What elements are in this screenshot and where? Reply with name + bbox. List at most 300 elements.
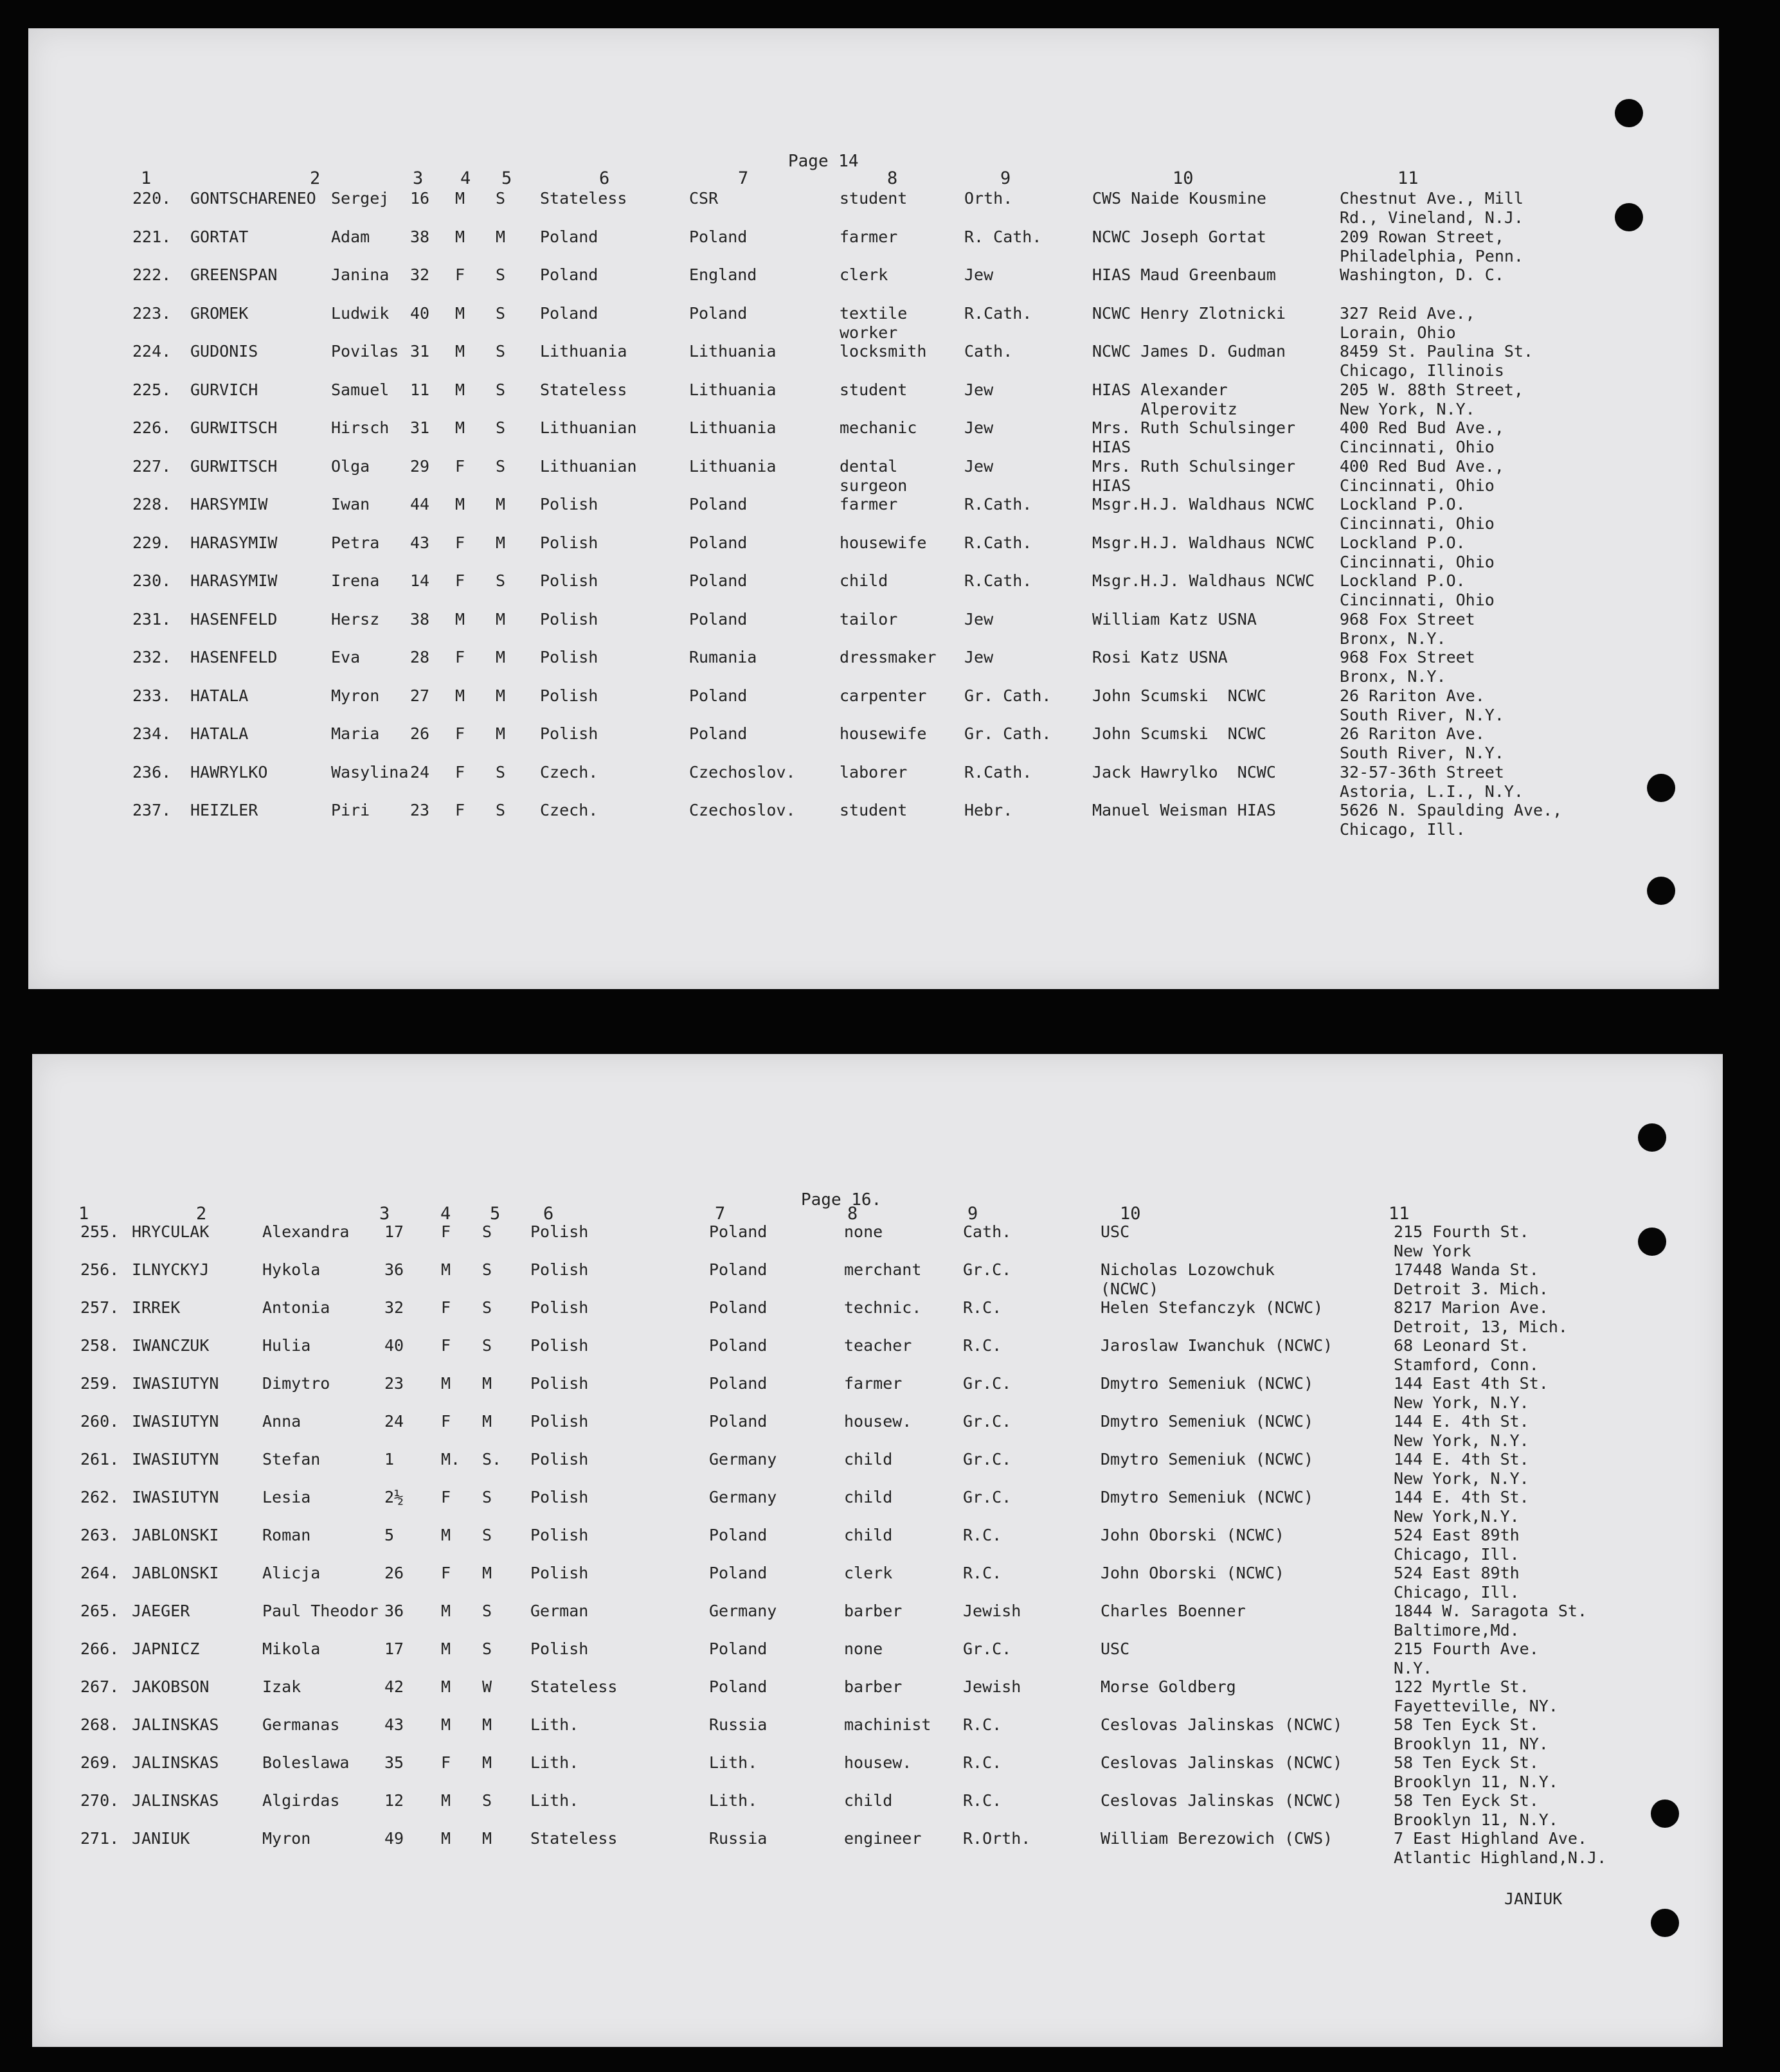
religion-cell: Jew bbox=[964, 648, 994, 666]
occupation-cell: locksmith bbox=[840, 342, 927, 361]
surname-cell: GROMEK bbox=[190, 303, 249, 323]
address-cell: 215 Fourth Ave. N.Y. bbox=[1394, 1639, 1539, 1677]
nationality-cell: Polish bbox=[530, 1639, 589, 1658]
sponsor-cell: Mrs. Ruth Schulsinger HIAS bbox=[1092, 456, 1296, 495]
surname-cell: IWASIUTYN bbox=[132, 1450, 219, 1469]
punch-hole bbox=[1647, 774, 1675, 802]
age-cell: 16 bbox=[410, 189, 430, 208]
country-cell: Rumania bbox=[689, 648, 757, 666]
given-name-cell: Piri bbox=[331, 801, 370, 819]
marital-status-cell: S. bbox=[482, 1450, 502, 1469]
sex-cell: M bbox=[441, 1829, 451, 1848]
occupation-cell: machinist bbox=[844, 1715, 931, 1734]
row-number-cell: 228. bbox=[132, 495, 172, 514]
given-name-cell: Hersz bbox=[331, 609, 380, 629]
nationality-cell: Polish bbox=[530, 1222, 589, 1241]
occupation-cell: technic. bbox=[844, 1298, 922, 1317]
address-cell: 7 East Highland Ave. Atlantic Highland,N.J. bbox=[1394, 1829, 1607, 1867]
column-number: 3 bbox=[379, 1204, 390, 1224]
nationality-cell: Polish bbox=[540, 571, 598, 590]
age-cell: 27 bbox=[410, 686, 430, 705]
sponsor-cell: CWS Naide Kousmine bbox=[1092, 189, 1266, 208]
nationality-cell: Polish bbox=[540, 533, 598, 552]
marital-status-cell: S bbox=[482, 1488, 492, 1506]
given-name-cell: Olga bbox=[331, 456, 370, 476]
given-name-cell: Hulia bbox=[262, 1336, 311, 1355]
religion-cell: Gr. Cath. bbox=[964, 724, 1052, 743]
sex-cell: F bbox=[441, 1298, 451, 1317]
surname-cell: HATALA bbox=[190, 724, 249, 743]
row-number-cell: 227. bbox=[132, 456, 172, 476]
nationality-cell: Polish bbox=[530, 1450, 589, 1469]
column-number: 5 bbox=[501, 168, 512, 188]
surname-cell: HARSYMIW bbox=[190, 495, 268, 514]
country-cell: Lithuania bbox=[689, 342, 777, 361]
sex-cell: M bbox=[455, 418, 465, 437]
country-cell: Poland bbox=[709, 1336, 768, 1355]
page-16-sheet bbox=[32, 1054, 1723, 2047]
given-name-cell: Iwan bbox=[331, 495, 370, 514]
occupation-cell: farmer bbox=[844, 1374, 903, 1393]
address-cell: 144 E. 4th St. New York,N.Y. bbox=[1394, 1488, 1529, 1526]
religion-cell: Jew bbox=[964, 418, 994, 437]
row-number-cell: 234. bbox=[132, 724, 172, 743]
given-name-cell: Wasylina bbox=[331, 762, 409, 781]
row-number-cell: 269. bbox=[80, 1753, 120, 1772]
marital-status-cell: S bbox=[482, 1336, 492, 1355]
given-name-cell: Boleslawa bbox=[262, 1753, 350, 1772]
religion-cell: Gr.C. bbox=[963, 1488, 1012, 1506]
sponsor-cell: William Berezowich (CWS) bbox=[1101, 1829, 1333, 1848]
given-name-cell: Izak bbox=[262, 1677, 301, 1696]
address-cell: 58 Ten Eyck St. Brooklyn 11, N.Y. bbox=[1394, 1753, 1558, 1791]
country-cell: Poland bbox=[709, 1260, 768, 1279]
religion-cell: Jew bbox=[964, 456, 994, 476]
column-number: 11 bbox=[1398, 168, 1419, 188]
country-cell: Lithuania bbox=[689, 456, 777, 476]
sponsor-cell: HIAS Maud Greenbaum bbox=[1092, 265, 1276, 284]
age-cell: 24 bbox=[384, 1412, 404, 1431]
given-name-cell: Algirdas bbox=[262, 1791, 340, 1810]
address-cell: 144 E. 4th St. New York, N.Y. bbox=[1394, 1450, 1529, 1488]
address-cell: 215 Fourth St. New York bbox=[1394, 1222, 1529, 1260]
surname-cell: HAWRYLKO bbox=[190, 762, 268, 781]
column-number: 1 bbox=[141, 168, 152, 188]
nationality-cell: Lith. bbox=[530, 1791, 579, 1810]
sex-cell: F bbox=[455, 533, 465, 552]
country-cell: Russia bbox=[709, 1715, 768, 1734]
given-name-cell: Eva bbox=[331, 648, 361, 666]
sponsor-cell: Ceslovas Jalinskas (NCWC) bbox=[1101, 1791, 1343, 1810]
occupation-cell: clerk bbox=[844, 1564, 893, 1582]
age-cell: 44 bbox=[410, 495, 430, 514]
footer-name: JANIUK bbox=[1504, 1889, 1563, 1908]
sex-cell: M bbox=[441, 1260, 451, 1279]
punch-hole bbox=[1651, 1909, 1679, 1937]
nationality-cell: Poland bbox=[540, 265, 598, 284]
surname-cell: IRREK bbox=[132, 1298, 181, 1317]
marital-status-cell: M bbox=[496, 648, 506, 666]
sex-cell: M bbox=[455, 609, 465, 629]
nationality-cell: Stateless bbox=[540, 189, 627, 208]
sex-cell: M. bbox=[441, 1450, 461, 1469]
marital-status-cell: S bbox=[496, 189, 506, 208]
marital-status-cell: M bbox=[496, 227, 506, 246]
row-number-cell: 263. bbox=[80, 1526, 120, 1544]
nationality-cell: Lith. bbox=[530, 1715, 579, 1734]
surname-cell: JABLONSKI bbox=[132, 1564, 219, 1582]
religion-cell: Jew bbox=[964, 265, 994, 284]
row-number-cell: 226. bbox=[132, 418, 172, 437]
row-number-cell: 271. bbox=[80, 1829, 120, 1848]
age-cell: 32 bbox=[384, 1298, 404, 1317]
age-cell: 43 bbox=[384, 1715, 404, 1734]
country-cell: Poland bbox=[709, 1298, 768, 1317]
occupation-cell: carpenter bbox=[840, 686, 927, 705]
country-cell: Lith. bbox=[709, 1791, 758, 1810]
marital-status-cell: S bbox=[496, 342, 506, 361]
occupation-cell: child bbox=[840, 571, 888, 590]
given-name-cell: Paul Theodor bbox=[262, 1602, 379, 1620]
surname-cell: JABLONSKI bbox=[132, 1526, 219, 1544]
given-name-cell: Lesia bbox=[262, 1488, 311, 1506]
row-number-cell: 223. bbox=[132, 303, 172, 323]
sex-cell: F bbox=[455, 762, 465, 781]
religion-cell: Gr.C. bbox=[963, 1374, 1012, 1393]
sponsor-cell: NCWC Henry Zlotnicki bbox=[1092, 303, 1286, 323]
sex-cell: M bbox=[441, 1677, 451, 1696]
surname-cell: HASENFELD bbox=[190, 609, 278, 629]
sex-cell: F bbox=[441, 1564, 451, 1582]
column-number: 5 bbox=[490, 1204, 501, 1224]
column-number: 2 bbox=[310, 168, 321, 188]
marital-status-cell: S bbox=[482, 1526, 492, 1544]
surname-cell: JAKOBSON bbox=[132, 1677, 210, 1696]
marital-status-cell: S bbox=[496, 303, 506, 323]
nationality-cell: Polish bbox=[530, 1260, 589, 1279]
row-number-cell: 266. bbox=[80, 1639, 120, 1658]
sponsor-cell: John Scumski NCWC bbox=[1092, 686, 1266, 705]
sponsor-cell: Morse Goldberg bbox=[1101, 1677, 1236, 1696]
surname-cell: IWANCZUK bbox=[132, 1336, 210, 1355]
surname-cell: GURWITSCH bbox=[190, 456, 278, 476]
age-cell: 11 bbox=[410, 380, 430, 399]
religion-cell: Jew bbox=[964, 380, 994, 399]
surname-cell: ILNYCKYJ bbox=[132, 1260, 210, 1279]
country-cell: Lithuania bbox=[689, 380, 777, 399]
marital-status-cell: S bbox=[496, 380, 506, 399]
address-cell: Lockland P.O. Cincinnati, Ohio bbox=[1340, 533, 1495, 571]
address-cell: 968 Fox Street Bronx, N.Y. bbox=[1340, 609, 1475, 648]
address-cell: 524 East 89th Chicago, Ill. bbox=[1394, 1526, 1520, 1564]
sex-cell: M bbox=[455, 189, 465, 208]
address-cell: 1844 W. Saragota St. Baltimore,Md. bbox=[1394, 1602, 1588, 1639]
country-cell: Poland bbox=[689, 686, 748, 705]
given-name-cell: Mikola bbox=[262, 1639, 321, 1658]
occupation-cell: student bbox=[840, 380, 908, 399]
age-cell: 49 bbox=[384, 1829, 404, 1848]
sponsor-cell: Ceslovas Jalinskas (NCWC) bbox=[1101, 1715, 1343, 1734]
age-cell: 40 bbox=[384, 1336, 404, 1355]
column-number: 8 bbox=[847, 1204, 858, 1224]
sex-cell: M bbox=[455, 495, 465, 514]
row-number-cell: 233. bbox=[132, 686, 172, 705]
surname-cell: GURVICH bbox=[190, 380, 258, 399]
given-name-cell: Alicja bbox=[262, 1564, 321, 1582]
religion-cell: R.Cath. bbox=[964, 762, 1032, 781]
given-name-cell: Myron bbox=[262, 1829, 311, 1848]
given-name-cell: Samuel bbox=[331, 380, 390, 399]
sponsor-cell: HIAS Alexander Alperovitz bbox=[1092, 380, 1237, 418]
sponsor-cell: Manuel Weisman HIAS bbox=[1092, 801, 1276, 819]
sponsor-cell: John Scumski NCWC bbox=[1092, 724, 1266, 743]
row-number-cell: 229. bbox=[132, 533, 172, 552]
row-number-cell: 230. bbox=[132, 571, 172, 590]
nationality-cell: Czech. bbox=[540, 762, 598, 781]
occupation-cell: housewife bbox=[840, 533, 927, 552]
given-name-cell: Myron bbox=[331, 686, 380, 705]
religion-cell: R.Cath. bbox=[964, 495, 1032, 514]
age-cell: 29 bbox=[410, 456, 430, 476]
column-number: 7 bbox=[715, 1204, 726, 1224]
surname-cell: JALINSKAS bbox=[132, 1791, 219, 1810]
marital-status-cell: S bbox=[482, 1298, 492, 1317]
address-cell: 17448 Wanda St. Detroit 3. Mich. bbox=[1394, 1260, 1549, 1298]
religion-cell: Jewish bbox=[963, 1602, 1021, 1620]
surname-cell: JALINSKAS bbox=[132, 1753, 219, 1772]
occupation-cell: dental surgeon bbox=[840, 456, 908, 495]
age-cell: 1 bbox=[384, 1450, 395, 1469]
row-number-cell: 255. bbox=[80, 1222, 120, 1241]
nationality-cell: Polish bbox=[540, 609, 598, 629]
address-cell: 58 Ten Eyck St. Brooklyn 11, N.Y. bbox=[1394, 1791, 1558, 1829]
age-cell: 40 bbox=[410, 303, 430, 323]
surname-cell: HATALA bbox=[190, 686, 249, 705]
religion-cell: R.C. bbox=[963, 1791, 1002, 1810]
country-cell: Poland bbox=[689, 609, 748, 629]
religion-cell: R.Cath. bbox=[964, 571, 1032, 590]
religion-cell: R.C. bbox=[963, 1715, 1002, 1734]
sex-cell: F bbox=[455, 648, 465, 666]
address-cell: 8217 Marion Ave. Detroit, 13, Mich. bbox=[1394, 1298, 1568, 1336]
country-cell: CSR bbox=[689, 189, 719, 208]
column-number: 6 bbox=[543, 1204, 554, 1224]
religion-cell: Hebr. bbox=[964, 801, 1013, 819]
religion-cell: R.C. bbox=[963, 1336, 1002, 1355]
sponsor-cell: Ceslovas Jalinskas (NCWC) bbox=[1101, 1753, 1343, 1772]
surname-cell: IWASIUTYN bbox=[132, 1374, 219, 1393]
sponsor-cell: Rosi Katz USNA bbox=[1092, 648, 1228, 666]
occupation-cell: farmer bbox=[840, 227, 898, 246]
sponsor-cell: Dmytro Semeniuk (NCWC) bbox=[1101, 1374, 1314, 1393]
given-name-cell: Dimytro bbox=[262, 1374, 330, 1393]
marital-status-cell: M bbox=[482, 1753, 492, 1772]
sex-cell: M bbox=[441, 1791, 451, 1810]
row-number-cell: 262. bbox=[80, 1488, 120, 1506]
nationality-cell: Lithuanian bbox=[540, 456, 637, 476]
religion-cell: R.Orth. bbox=[963, 1829, 1031, 1848]
given-name-cell: Antonia bbox=[262, 1298, 330, 1317]
marital-status-cell: M bbox=[482, 1715, 492, 1734]
nationality-cell: Polish bbox=[530, 1412, 589, 1431]
age-cell: 5 bbox=[384, 1526, 395, 1544]
occupation-cell: none bbox=[844, 1222, 883, 1241]
sex-cell: F bbox=[441, 1488, 451, 1506]
nationality-cell: Polish bbox=[540, 724, 598, 743]
age-cell: 42 bbox=[384, 1677, 404, 1696]
row-number-cell: 257. bbox=[80, 1298, 120, 1317]
nationality-cell: Polish bbox=[530, 1336, 589, 1355]
given-name-cell: Ludwik bbox=[331, 303, 390, 323]
column-number: 4 bbox=[440, 1204, 451, 1224]
address-cell: Lockland P.O. Cincinnati, Ohio bbox=[1340, 495, 1495, 533]
religion-cell: Cath. bbox=[963, 1222, 1012, 1241]
country-cell: Poland bbox=[709, 1412, 768, 1431]
nationality-cell: Poland bbox=[540, 227, 598, 246]
page-label: Page 14 bbox=[788, 152, 859, 171]
occupation-cell: child bbox=[844, 1450, 893, 1469]
age-cell: 26 bbox=[384, 1564, 404, 1582]
religion-cell: Jewish bbox=[963, 1677, 1021, 1696]
sex-cell: F bbox=[441, 1222, 451, 1241]
age-cell: 17 bbox=[384, 1639, 404, 1658]
row-number-cell: 264. bbox=[80, 1564, 120, 1582]
punch-hole bbox=[1651, 1800, 1679, 1828]
punch-hole bbox=[1615, 203, 1643, 231]
sponsor-cell: Msgr.H.J. Waldhaus NCWC bbox=[1092, 495, 1315, 514]
sex-cell: M bbox=[455, 303, 465, 323]
surname-cell: HEIZLER bbox=[190, 801, 258, 819]
sponsor-cell: USC bbox=[1101, 1222, 1130, 1241]
religion-cell: Gr.C. bbox=[963, 1412, 1012, 1431]
nationality-cell: Polish bbox=[530, 1564, 589, 1582]
sponsor-cell: Jack Hawrylko NCWC bbox=[1092, 762, 1276, 781]
sponsor-cell: NCWC Joseph Gortat bbox=[1092, 227, 1266, 246]
surname-cell: HRYCULAK bbox=[132, 1222, 210, 1241]
marital-status-cell: S bbox=[482, 1602, 492, 1620]
occupation-cell: housew. bbox=[844, 1753, 912, 1772]
nationality-cell: Lith. bbox=[530, 1753, 579, 1772]
nationality-cell: Lithuanian bbox=[540, 418, 637, 437]
address-cell: 144 East 4th St. New York, N.Y. bbox=[1394, 1374, 1549, 1412]
nationality-cell: Stateless bbox=[530, 1677, 618, 1696]
marital-status-cell: S bbox=[482, 1260, 492, 1279]
column-number: 4 bbox=[460, 168, 471, 188]
row-number-cell: 256. bbox=[80, 1260, 120, 1279]
address-cell: 32-57-36th Street Astoria, L.I., N.Y. bbox=[1340, 762, 1524, 801]
country-cell: Poland bbox=[689, 724, 748, 743]
age-cell: 36 bbox=[384, 1602, 404, 1620]
given-name-cell: Irena bbox=[331, 571, 380, 590]
nationality-cell: Czech. bbox=[540, 801, 598, 819]
marital-status-cell: S bbox=[496, 265, 506, 284]
country-cell: Czechoslov. bbox=[689, 762, 796, 781]
surname-cell: JAEGER bbox=[132, 1602, 190, 1620]
occupation-cell: student bbox=[840, 801, 908, 819]
occupation-cell: textile worker bbox=[840, 303, 908, 342]
age-cell: 38 bbox=[410, 609, 430, 629]
address-cell: Lockland P.O. Cincinnati, Ohio bbox=[1340, 571, 1495, 609]
country-cell: Poland bbox=[709, 1222, 768, 1241]
sponsor-cell: Dmytro Semeniuk (NCWC) bbox=[1101, 1488, 1314, 1506]
row-number-cell: 270. bbox=[80, 1791, 120, 1810]
surname-cell: HARASYMIW bbox=[190, 533, 278, 552]
age-cell: 38 bbox=[410, 227, 430, 246]
sponsor-cell: William Katz USNA bbox=[1092, 609, 1257, 629]
column-number: 10 bbox=[1173, 168, 1194, 188]
occupation-cell: tailor bbox=[840, 609, 898, 629]
marital-status-cell: S bbox=[496, 456, 506, 476]
row-number-cell: 260. bbox=[80, 1412, 120, 1431]
marital-status-cell: M bbox=[482, 1374, 492, 1393]
occupation-cell: child bbox=[844, 1526, 893, 1544]
column-number: 9 bbox=[967, 1204, 978, 1224]
sex-cell: F bbox=[441, 1412, 451, 1431]
religion-cell: R.Cath. bbox=[964, 533, 1032, 552]
occupation-cell: dressmaker bbox=[840, 648, 937, 666]
nationality-cell: Poland bbox=[540, 303, 598, 323]
row-number-cell: 259. bbox=[80, 1374, 120, 1393]
given-name-cell: Stefan bbox=[262, 1450, 321, 1469]
religion-cell: Gr. Cath. bbox=[964, 686, 1052, 705]
punch-hole bbox=[1638, 1123, 1666, 1152]
nationality-cell: Polish bbox=[540, 495, 598, 514]
age-cell: 23 bbox=[410, 801, 430, 819]
column-number: 1 bbox=[78, 1204, 89, 1224]
surname-cell: JALINSKAS bbox=[132, 1715, 219, 1734]
age-cell: 36 bbox=[384, 1260, 404, 1279]
country-cell: Lith. bbox=[709, 1753, 758, 1772]
occupation-cell: farmer bbox=[840, 495, 898, 514]
nationality-cell: Polish bbox=[530, 1374, 589, 1393]
occupation-cell: mechanic bbox=[840, 418, 917, 437]
sponsor-cell: Nicholas Lozowchuk (NCWC) bbox=[1101, 1260, 1275, 1298]
column-number: 8 bbox=[887, 168, 898, 188]
column-number: 7 bbox=[738, 168, 749, 188]
sponsor-cell: USC bbox=[1101, 1639, 1130, 1658]
marital-status-cell: M bbox=[482, 1564, 492, 1582]
punch-hole bbox=[1638, 1228, 1666, 1256]
religion-cell: R.C. bbox=[963, 1526, 1002, 1544]
column-number: 2 bbox=[196, 1204, 207, 1224]
sex-cell: M bbox=[441, 1639, 451, 1658]
occupation-cell: housew. bbox=[844, 1412, 912, 1431]
row-number-cell: 265. bbox=[80, 1602, 120, 1620]
sex-cell: M bbox=[441, 1526, 451, 1544]
sponsor-cell: Charles Boenner bbox=[1101, 1602, 1246, 1620]
address-cell: Chestnut Ave., Mill Rd., Vineland, N.J. bbox=[1340, 189, 1524, 227]
occupation-cell: child bbox=[844, 1791, 893, 1810]
column-number: 9 bbox=[1000, 168, 1011, 188]
given-name-cell: Adam bbox=[331, 227, 370, 246]
row-number-cell: 232. bbox=[132, 648, 172, 666]
religion-cell: Cath. bbox=[964, 342, 1013, 361]
row-number-cell: 221. bbox=[132, 227, 172, 246]
sex-cell: M bbox=[455, 227, 465, 246]
country-cell: Poland bbox=[689, 571, 748, 590]
row-number-cell: 222. bbox=[132, 265, 172, 284]
marital-status-cell: M bbox=[496, 609, 506, 629]
marital-status-cell: S bbox=[496, 571, 506, 590]
row-number-cell: 261. bbox=[80, 1450, 120, 1469]
occupation-cell: engineer bbox=[844, 1829, 922, 1848]
occupation-cell: teacher bbox=[844, 1336, 912, 1355]
sponsor-cell: Msgr.H.J. Waldhaus NCWC bbox=[1092, 571, 1315, 590]
surname-cell: GORTAT bbox=[190, 227, 249, 246]
nationality-cell: Polish bbox=[530, 1526, 589, 1544]
address-cell: 58 Ten Eyck St. Brooklyn 11, NY. bbox=[1394, 1715, 1549, 1753]
address-cell: 122 Myrtle St. Fayetteville, NY. bbox=[1394, 1677, 1558, 1715]
